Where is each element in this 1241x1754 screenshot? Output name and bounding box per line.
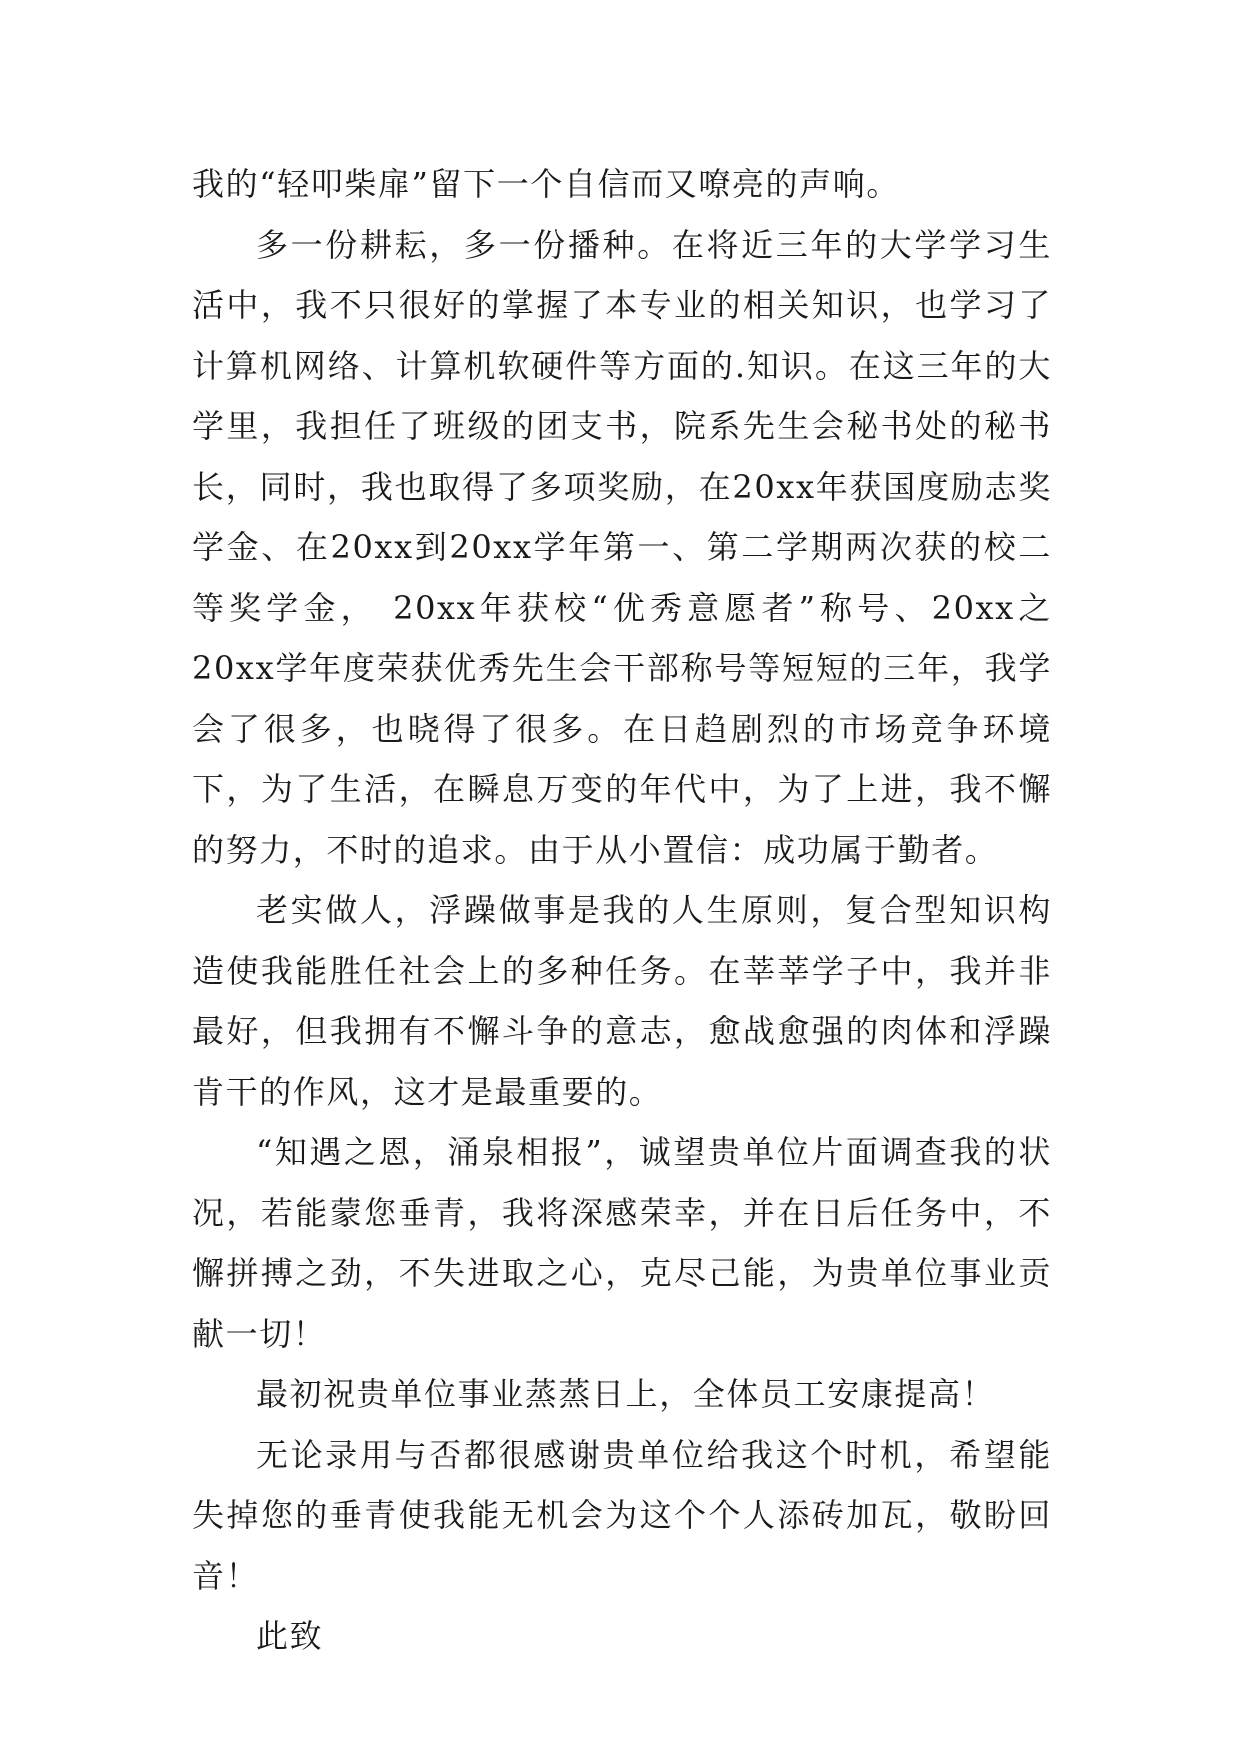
paragraph-continuation: 我的“轻叩柴扉”留下一个自信而又嘹亮的声响。 <box>192 165 900 203</box>
paragraph-principles: 老实做人，浮躁做事是我的人生原则，复合型知识构造使我能胜任社会上的多种任务。在莘莘学子中，我并非最好，但我拥有不懈斗争的意志，愈战愈强的肉体和浮躁肯干的作风，这才是最重要的。 <box>192 891 1052 1111</box>
paragraph-closing: 此致 <box>256 1617 324 1655</box>
paragraph-gratitude: “知遇之恩，涌泉相报”，诚望贵单位片面调查我的状况，若能蒙您垂青，我将深感荣幸，并在日后任务中，不懈拼搏之劲，不失进取之心，克尽己能，为贵单位事业贡献一切！ <box>192 1133 1052 1353</box>
letter-body <box>192 154 1052 1667</box>
paragraph-wishes: 最初祝贵单位事业蒸蒸日上，全体员工安康提高！ <box>256 1375 996 1413</box>
paragraph-cultivation: 多一份耕耘，多一份播种。在将近三年的大学学习生活中，我不只很好的掌握了本专业的相关知识，也学习了计算机网络、计算机软硬件等方面的.知识。在这三年的大学里，我担任了班级的团支书，院系先生会秘书处的秘书长，同时，我也取得了多项奖励，在20xx年获国度励志奖学金、在20xx到20xx学年第一、第二学期两次获的校二等奖学金， 20xx年获校“优秀意愿者”称号、20xx之20xx学年度荣获优秀先生会干部称号等短短的三年，我学会了很多，也晓得了很多。在日趋剧烈的市场竞争环境下，为了生活，在瞬息万变的年代中，为了上进，我不懈的努力，不时的追求。由于从小置信：成功属于勤者。 <box>192 225 1052 869</box>
paragraph-thanks: 无论录用与否都很感谢贵单位给我这个时机，希望能失掉您的垂青使我能无机会为这个个人添砖加瓦，敬盼回音！ <box>192 1435 1052 1595</box>
